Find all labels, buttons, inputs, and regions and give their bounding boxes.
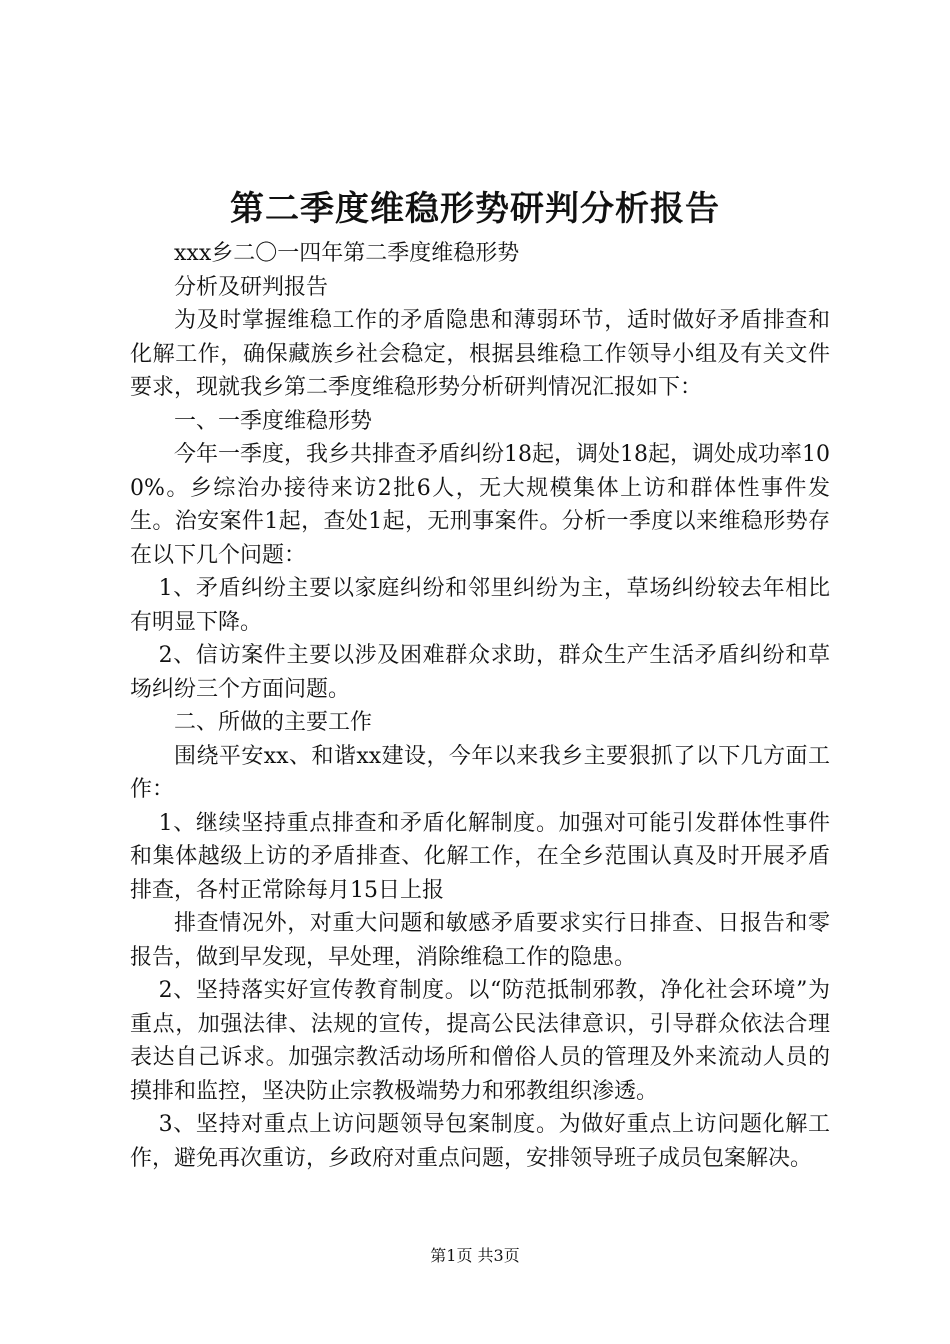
paragraph-subtitle-line-1: xxx乡二〇一四年第二季度维稳形势	[174, 241, 520, 266]
paragraph-work-intro: 围绕平安xx、和谐xx建设，今年以来我乡主要狠抓了以下几方面工作：	[130, 743, 830, 802]
page-number-footer: 第1页 共3页	[430, 1246, 520, 1265]
paragraph-issue-1: 1、矛盾纠纷主要以家庭纠纷和邻里纠纷为主，草场纠纷较去年相比有明显下降。	[130, 576, 830, 635]
paragraph-work-3: 3、坚持对重点上访问题领导包案制度。为做好重点上访问题化解工作，避免再次重访，乡政府对重点问题，安排领导班子成员包案解决。	[130, 1112, 830, 1171]
section-heading-1: 一、一季度维稳形势	[174, 408, 373, 434]
paragraph-work-1: 1、继续坚持重点排查和矛盾化解制度。加强对可能引发群体性事件和集体越级上访的矛盾排查、化解工作，在全乡范围认真及时开展矛盾排查，各村正常除每月15日上报	[130, 810, 830, 903]
document-title: 第二季度维稳形势研判分析报告	[230, 189, 720, 229]
paragraph-intro: 为及时掌握维稳工作的矛盾隐患和薄弱环节，适时做好矛盾排查和化解工作，确保藏族乡社会稳定，根据县维稳工作领导小组及有关文件要求，现就我乡第二季度维稳形势分析研判情况汇报如下：	[130, 308, 830, 400]
paragraph-work-1-continued: 排查情况外，对重大问题和敏感矛盾要求实行日排查、日报告和零报告，做到早发现，早处理，消除维稳工作的隐患。	[130, 911, 830, 970]
paragraph-q1-summary: 今年一季度，我乡共排查矛盾纠纷18起，调处18起，调处成功率100%。乡综治办接待来访2批6人，无大规模集体上访和群体性事件发生。治安案件1起，查处1起，无刑事案件。分析一季度以来维稳形势存在以下几个问题：	[130, 442, 830, 568]
paragraph-work-2: 2、坚持落实好宣传教育制度。以“防范抵制邪教，净化社会环境”为重点，加强法律、法规的宣传，提高公民法律意识，引导群众依法合理表达自己诉求。加强宗教活动场所和僧俗人员的管理及外来流动人员的摸排和监控，坚决防止宗教极端势力和邪教组织渗透。	[130, 978, 830, 1104]
document-body	[130, 237, 830, 1175]
paragraph-issue-2: 2、信访案件主要以涉及困难群众求助，群众生产生活矛盾纠纷和草场纠纷三个方面问题。	[130, 643, 830, 702]
paragraph-subtitle-line-2: 分析及研判报告	[174, 274, 329, 300]
section-heading-2: 二、所做的主要工作	[174, 710, 373, 735]
